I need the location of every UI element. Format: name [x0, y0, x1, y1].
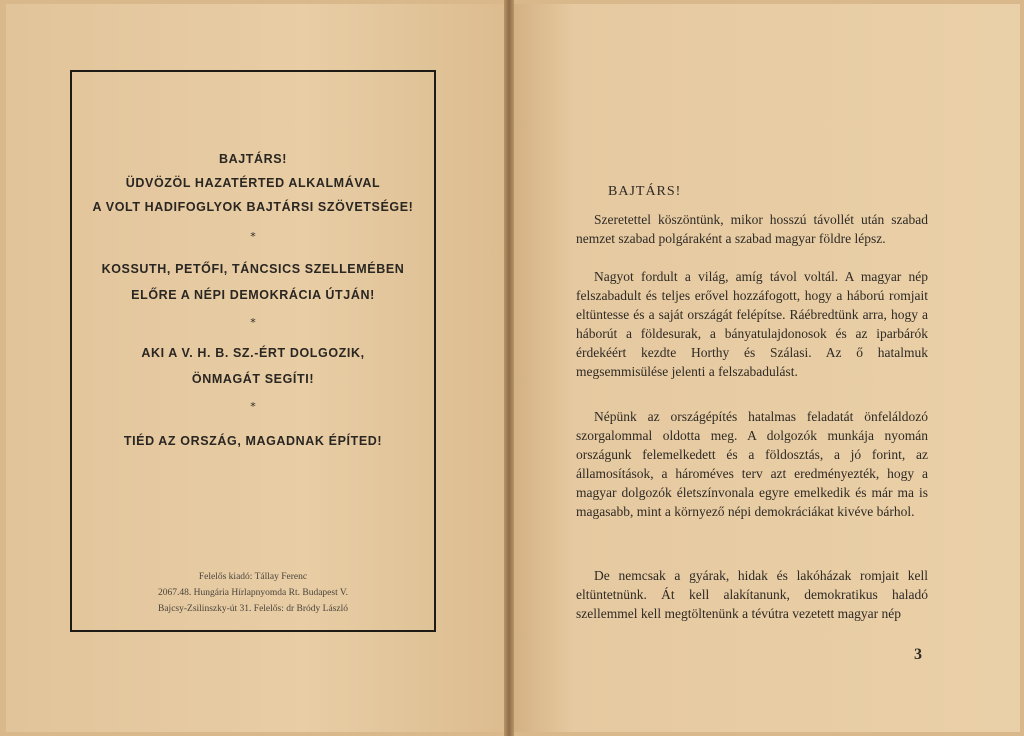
slogan-1-line-1: KOSSUTH, PETŐFI, TÁNCSICS SZELLEMÉBEN — [101, 262, 405, 276]
separator-star-1: * — [250, 230, 256, 243]
paragraph-3: Népünk az országépítés hatalmas feladatát önfeláldozó szorgalommal oldotta meg. A dolgozók munkája nyomán országunk felemelkedett és a földosztás, a jó forint, az államosítások, a hároméves terv azt eredményezték, hogy a magyar dolgozók életszínvonala egyre emelkedik és már ma is magasabb, mint a környező népi demokráciákat kivéve bárhol. — [576, 409, 928, 519]
paragraph-1: Szeretettel köszöntünk, mikor hosszú távollét után szabad nemzet szabad polgáraként a szabad magyar földre lépsz. — [576, 212, 928, 246]
paragraph-2: Nagyot fordult a világ, amíg távol voltál. A magyar nép felszabadult és teljes erővel hozzáfogott, hogy a háború romjait eltüntesse és a saját országát felépítse. Ráébredtünk arra, hogy a háborút a földesurak, a bányatulajdonosok és az iparbárók érdekéért kezdte Horthy és Szálasi. Az ő hatalmuk megsemmisülése jelenti a felszabadulást. — [576, 269, 928, 379]
separator-star-3: * — [250, 400, 256, 413]
slogan-2-line-2: ÖNMAGÁT SEGÍTI! — [191, 372, 315, 386]
slogan-2-line-1: AKI A V. H. B. SZ.-ÉRT DOLGOZIK, — [141, 346, 365, 360]
slogan-1-line-2: ELŐRE A NÉPI DEMOKRÁCIA ÚTJÁN! — [131, 288, 375, 302]
imprint-publisher: Felelős kiadó: Tállay Ferenc — [198, 572, 308, 582]
slogan-3: TIÉD AZ ORSZÁG, MAGADNAK ÉPÍTED! — [123, 434, 383, 448]
separator-star-2: * — [250, 316, 256, 329]
welcome-line-1: ÜDVÖZÖL HAZATÉRTED ALKALMÁVAL — [125, 176, 381, 190]
imprint-address: Bajcsy-Zsilinszky-út 31. Felelős: dr Bródy László — [158, 604, 348, 614]
paragraph-4: De nemcsak a gyárak, hidak és lakóházak romjait kell eltüntetnünk. Át kell alakítanunk, demokratikus haladó szellemmel kell megtöltenünk a tévútra vezetett magyar nép — [576, 568, 928, 621]
greeting-title: BAJTÁRS! — [219, 152, 287, 166]
page-number: 3 — [914, 646, 922, 663]
greeting-frame — [70, 70, 436, 632]
book-spine — [504, 0, 514, 736]
right-page-title: BAJTÁRS! — [608, 184, 682, 199]
imprint-printer: 2067.48. Hungária Hírlapnyomda Rt. Budapest V. — [158, 588, 348, 598]
welcome-line-2: A VOLT HADIFOGLYOK BAJTÁRSI SZÖVETSÉGE! — [92, 200, 414, 214]
